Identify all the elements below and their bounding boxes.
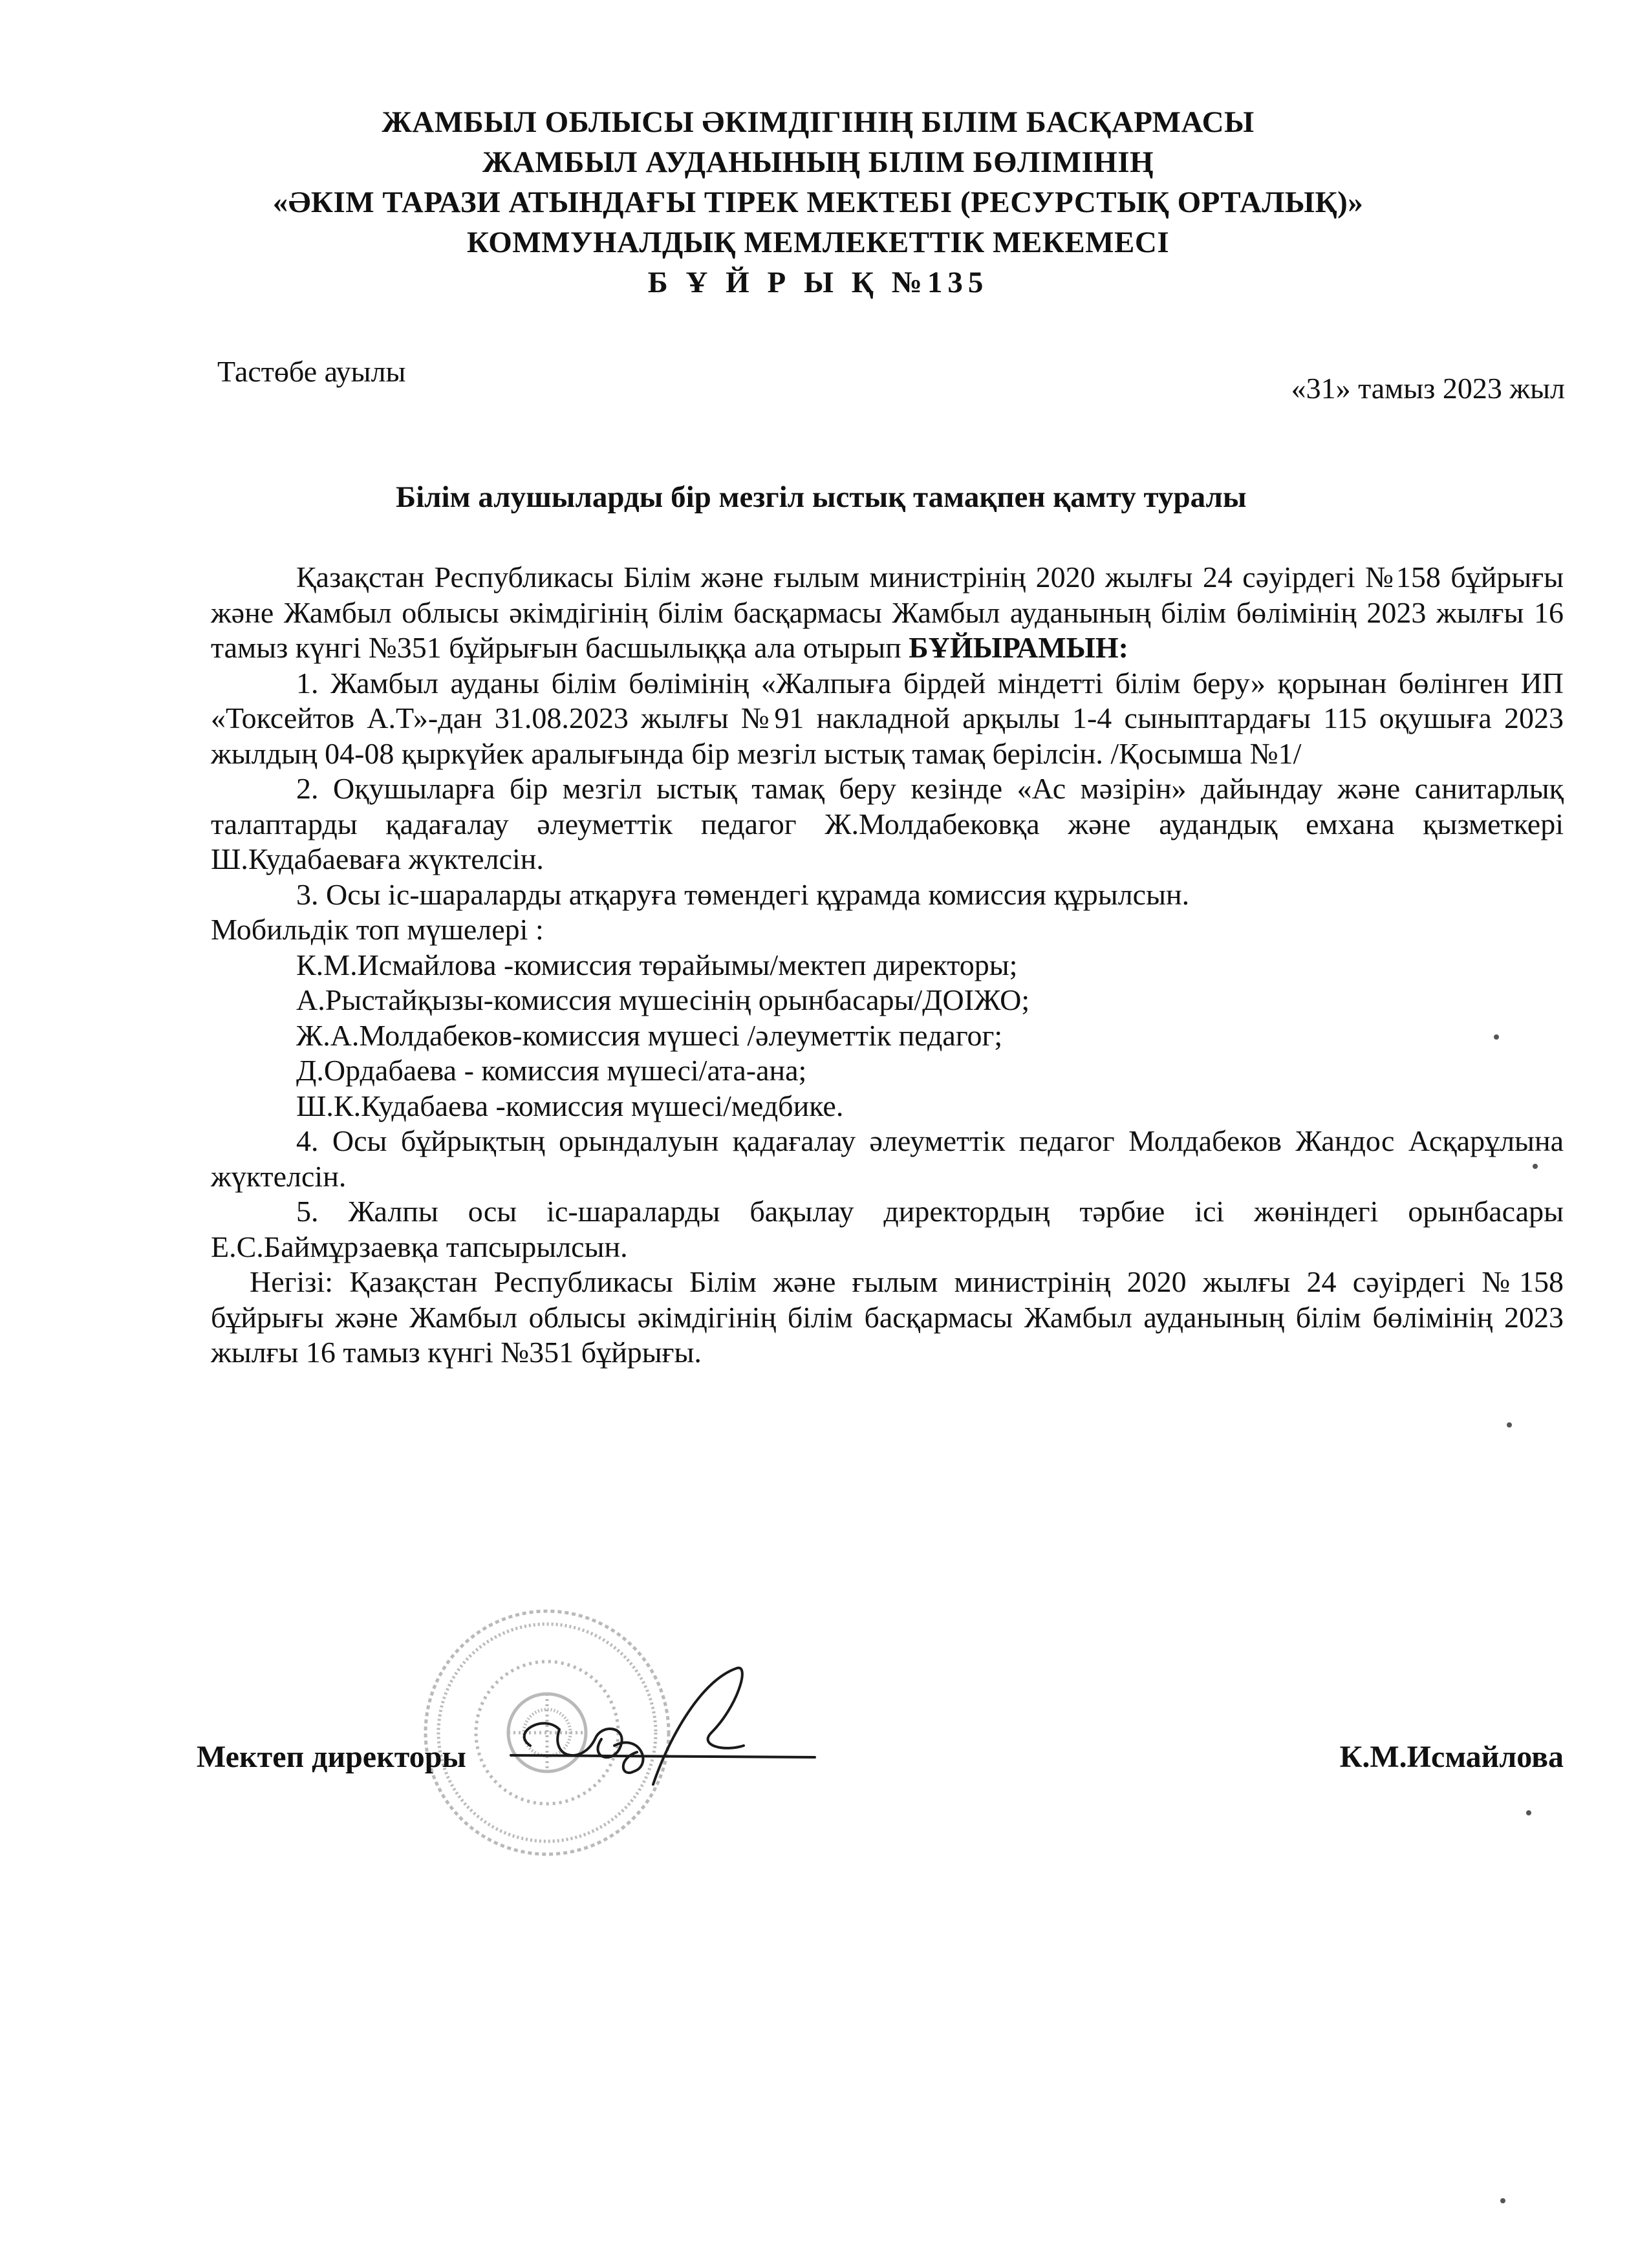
order-subject: Білім алушыларды бір мезгіл ыстық тамақпен қамту туралы [396, 480, 1247, 514]
scan-speck [1494, 1034, 1499, 1040]
member-line: К.М.Исмайлова -комиссия төрайымы/мектеп директоры; [296, 948, 1018, 981]
order-item-2: 2. Оқушыларға бір мезгіл ыстық тамақ беру кезінде «Ас мәзірін» дайындау және санитарлық талаптарды қадағалау әлеуметтік педагог Ж.Молдабековқа және аудандық емхана қызметкері Ш.Кудабаеваға жүктелсін. [211, 772, 1564, 875]
header-line-school-name: «ӘКІМ ТАРАЗИ АТЫНДАҒЫ ТІРЕК МЕКТЕБІ (РЕСУРСТЫҚ ОРТАЛЫҚ)» [272, 186, 1364, 219]
member-line: Ш.К.Кудабаева -комиссия мүшесі/медбике. [296, 1089, 844, 1122]
scan-speck [1500, 2198, 1505, 2203]
place-of-issue: Тастөбе ауылы [217, 355, 406, 388]
signatory-title: Мектеп директоры [197, 1740, 466, 1774]
director-signature-icon [504, 1655, 841, 1804]
order-body [211, 560, 1564, 1371]
header-line-district-dept: ЖАМБЫЛ АУДАНЫНЫҢ БІЛІМ БӨЛІМІНІҢ [482, 145, 1154, 179]
order-number-title: Б Ұ Й Р Ы Қ №135 [647, 266, 989, 299]
order-item-1: 1. Жамбыл ауданы білім бөлімінің «Жалпыға бірдей міндетті білім беру» қорынан бөлінген ИП «Токсейтов А.Т»-дан 31.08.2023 жылғы №91 накладной арқылы 1-4 сыныптардағы 115 оқушыға 2023 жылдың 04-08 қыркүйек аралығында бір мезгіл ыстық тамақ берілсін. /Қосымша №1/ [211, 666, 1564, 770]
order-item-5: 5. Жалпы осы іс-шараларды бақылау директордың тәрбие ісі жөніндегі орынбасары Е.С.Баймұрзаевқа тапсырылсын. [211, 1195, 1564, 1263]
member-line: Ж.А.Молдабеков-комиссия мүшесі /әлеуметтік педагог; [296, 1018, 1003, 1052]
scan-edge-marks [1455, 970, 1649, 2263]
member-line: Д.Ордабаева - комиссия мүшесі/ата-ана; [296, 1054, 807, 1087]
order-item-3: 3. Осы іс-шараларды атқаруға төмендегі құрамда комиссия құрылсын. [296, 877, 1190, 911]
order-item-4: 4. Осы бұйрықтың орындалуын қадағалау әлеуметтік педагог Молдабеков Жандос Асқарұлына жүктелсін. [211, 1124, 1564, 1193]
scan-speck [1526, 1810, 1531, 1815]
document-header [168, 102, 1468, 303]
preamble-text: Қазақстан Республикасы Білім және ғылым министрінің 2020 жылғы 24 сәуірдегі №158 бұйрығы және Жамбыл облысы әкімдігінің білім басқармасы Жамбыл ауданының білім бөлімінің 2023 жылғы 16 тамыз күнгі №351 бұйрығын басшылыққа ала отырып [211, 561, 1564, 664]
order-date: «31» тамыз 2023 жыл [1291, 372, 1565, 405]
signatory-name: К.М.Исмайлова [1339, 1740, 1564, 1774]
scan-speck [1507, 1422, 1512, 1428]
header-line-institution-type: КОММУНАЛДЫҚ МЕМЛЕКЕТТІК МЕКЕМЕСІ [466, 226, 1170, 259]
mobile-group-label: Мобильдік топ мүшелері : [211, 913, 544, 946]
header-line-region-dept: ЖАМБЫЛ ОБЛЫСЫ ӘКІМДІГІНІҢ БІЛІМ БАСҚАРМАСЫ [382, 105, 1255, 139]
order-directive: БҰЙЫРАМЫН: [909, 631, 1128, 664]
preamble-paragraph [211, 560, 1564, 666]
member-line: А.Рыстайқызы-комиссия мүшесінің орынбасары/ДОІЖО; [296, 983, 1030, 1016]
basis-paragraph: Негізі: Қазақстан Республикасы Білім және ғылым министрінің 2020 жылғы 24 сәуірдегі №158 бұйрығы және Жамбыл облысы әкімдігінің білім басқармасы Жамбыл ауданының білім бөлімінің 2023 жылғы 16 тамыз күнгі №351 бұйрығы. [211, 1265, 1564, 1369]
scan-speck [1533, 1164, 1538, 1169]
